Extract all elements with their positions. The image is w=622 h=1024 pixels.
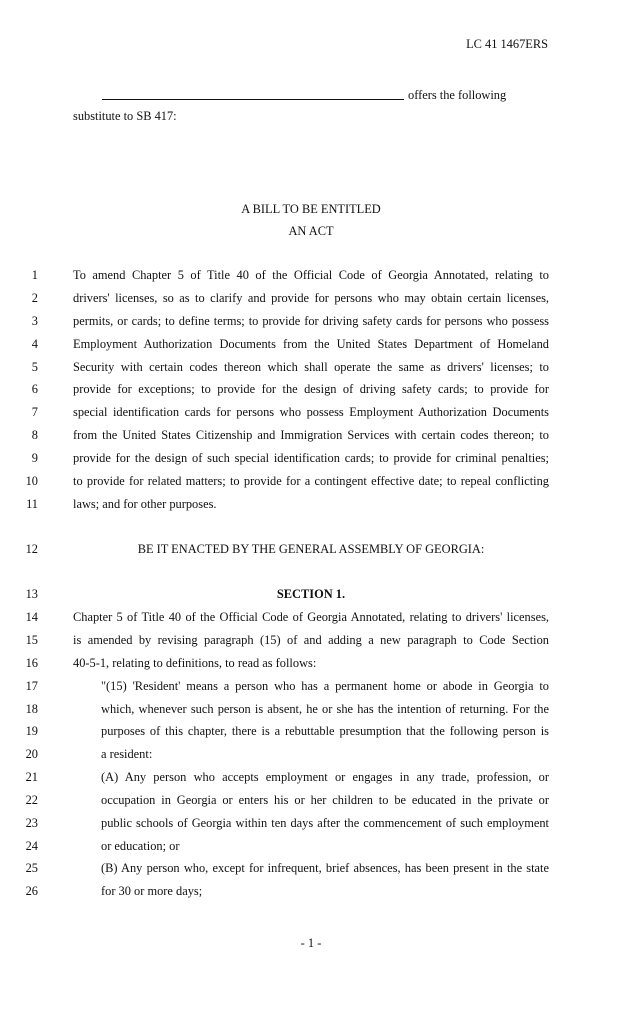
line-number: 14 bbox=[25, 610, 38, 624]
text-line: Security with certain codes thereon which shall operate the same as drivers' licenses; to bbox=[73, 360, 549, 374]
text-line: drivers' licenses, so as to clarify and provide for persons who may obtain certain licenses, bbox=[73, 291, 549, 305]
line-number: 20 bbox=[25, 747, 38, 761]
text-line: (A) Any person who accepts employment or engages in any trade, profession, or bbox=[101, 770, 549, 784]
line-number: 22 bbox=[25, 793, 38, 807]
text-line: public schools of Georgia within ten days after the commencement of such employment bbox=[101, 816, 549, 830]
line-number: 5 bbox=[31, 360, 38, 374]
text-line: provide for the design of such special identification cards; to provide for criminal penalties; bbox=[73, 451, 549, 465]
section-heading: SECTION 1. bbox=[276, 587, 346, 601]
text-line: a resident: bbox=[101, 747, 153, 761]
line-number: 19 bbox=[25, 724, 38, 738]
line-number: 8 bbox=[31, 428, 38, 442]
line-number: 21 bbox=[25, 770, 38, 784]
text-line: or education; or bbox=[101, 839, 180, 853]
text-line: from the United States Citizenship and Immigration Services with certain codes thereon; to bbox=[73, 428, 549, 442]
text-line: special identification cards for persons who possess Employment Authorization Documents bbox=[73, 405, 549, 419]
text-line: for 30 or more days; bbox=[101, 884, 203, 898]
text-line: is amended by revising paragraph (15) of and adding a new paragraph to Code Section bbox=[73, 633, 549, 647]
line-number: 15 bbox=[25, 633, 38, 647]
line-number: 25 bbox=[25, 861, 38, 875]
text-line: purposes of this chapter, there is a rebuttable presumption that the following person is bbox=[101, 724, 549, 738]
text-line: Employment Authorization Documents from the United States Department of Homeland bbox=[73, 337, 549, 351]
line-number: 7 bbox=[31, 405, 38, 419]
line-number: 18 bbox=[25, 702, 38, 716]
line-number: 26 bbox=[25, 884, 38, 898]
line-number: 2 bbox=[31, 291, 38, 305]
bill-title: A BILL TO BE ENTITLED bbox=[241, 202, 381, 216]
line-number: 1 bbox=[31, 268, 38, 282]
enacting-clause: BE IT ENACTED BY THE GENERAL ASSEMBLY OF GEORGIA: bbox=[137, 542, 485, 556]
line-number: 13 bbox=[25, 587, 38, 601]
text-line: which, whenever such person is absent, he or she has the intention of returning. For the bbox=[101, 702, 549, 716]
line-number: 9 bbox=[31, 451, 38, 465]
line-number: 6 bbox=[31, 382, 38, 396]
document-code: LC 41 1467ERS bbox=[466, 37, 548, 51]
line-number: 3 bbox=[31, 314, 38, 328]
text-line: "(15) 'Resident' means a person who has a permanent home or abode in Georgia to bbox=[101, 679, 549, 693]
substitute-text: substitute to SB 417: bbox=[73, 109, 177, 123]
text-line: permits, or cards; to define terms; to provide for driving safety cards for persons who possess bbox=[73, 314, 549, 328]
line-number: 4 bbox=[31, 337, 38, 351]
text-line: To amend Chapter 5 of Title 40 of the Official Code of Georgia Annotated, relating to bbox=[73, 268, 549, 282]
text-line: (B) Any person who, except for infrequent, brief absences, has been present in the state bbox=[101, 861, 549, 875]
signature-blank-line bbox=[102, 99, 404, 100]
line-number: 23 bbox=[25, 816, 38, 830]
text-line: Chapter 5 of Title 40 of the Official Code of Georgia Annotated, relating to drivers' licenses, bbox=[73, 610, 549, 624]
text-line: 40-5-1, relating to definitions, to read as follows: bbox=[73, 656, 317, 670]
bill-act-heading: AN ACT bbox=[288, 224, 334, 238]
offers-text: offers the following bbox=[408, 88, 507, 102]
line-number: 10 bbox=[25, 474, 38, 488]
line-number: 17 bbox=[25, 679, 38, 693]
page-number: - 1 - bbox=[300, 936, 322, 950]
text-line: laws; and for other purposes. bbox=[73, 497, 217, 511]
text-line: provide for exceptions; to provide for the design of driving safety cards; to provide for bbox=[73, 382, 549, 396]
line-number: 24 bbox=[25, 839, 38, 853]
text-line: occupation in Georgia or enters his or her children to be educated in the private or bbox=[101, 793, 549, 807]
text-line: to provide for related matters; to provide for a contingent effective date; to repeal conflicting bbox=[73, 474, 549, 488]
line-number: 16 bbox=[25, 656, 38, 670]
line-number: 11 bbox=[26, 497, 38, 511]
line-number: 12 bbox=[25, 542, 38, 556]
